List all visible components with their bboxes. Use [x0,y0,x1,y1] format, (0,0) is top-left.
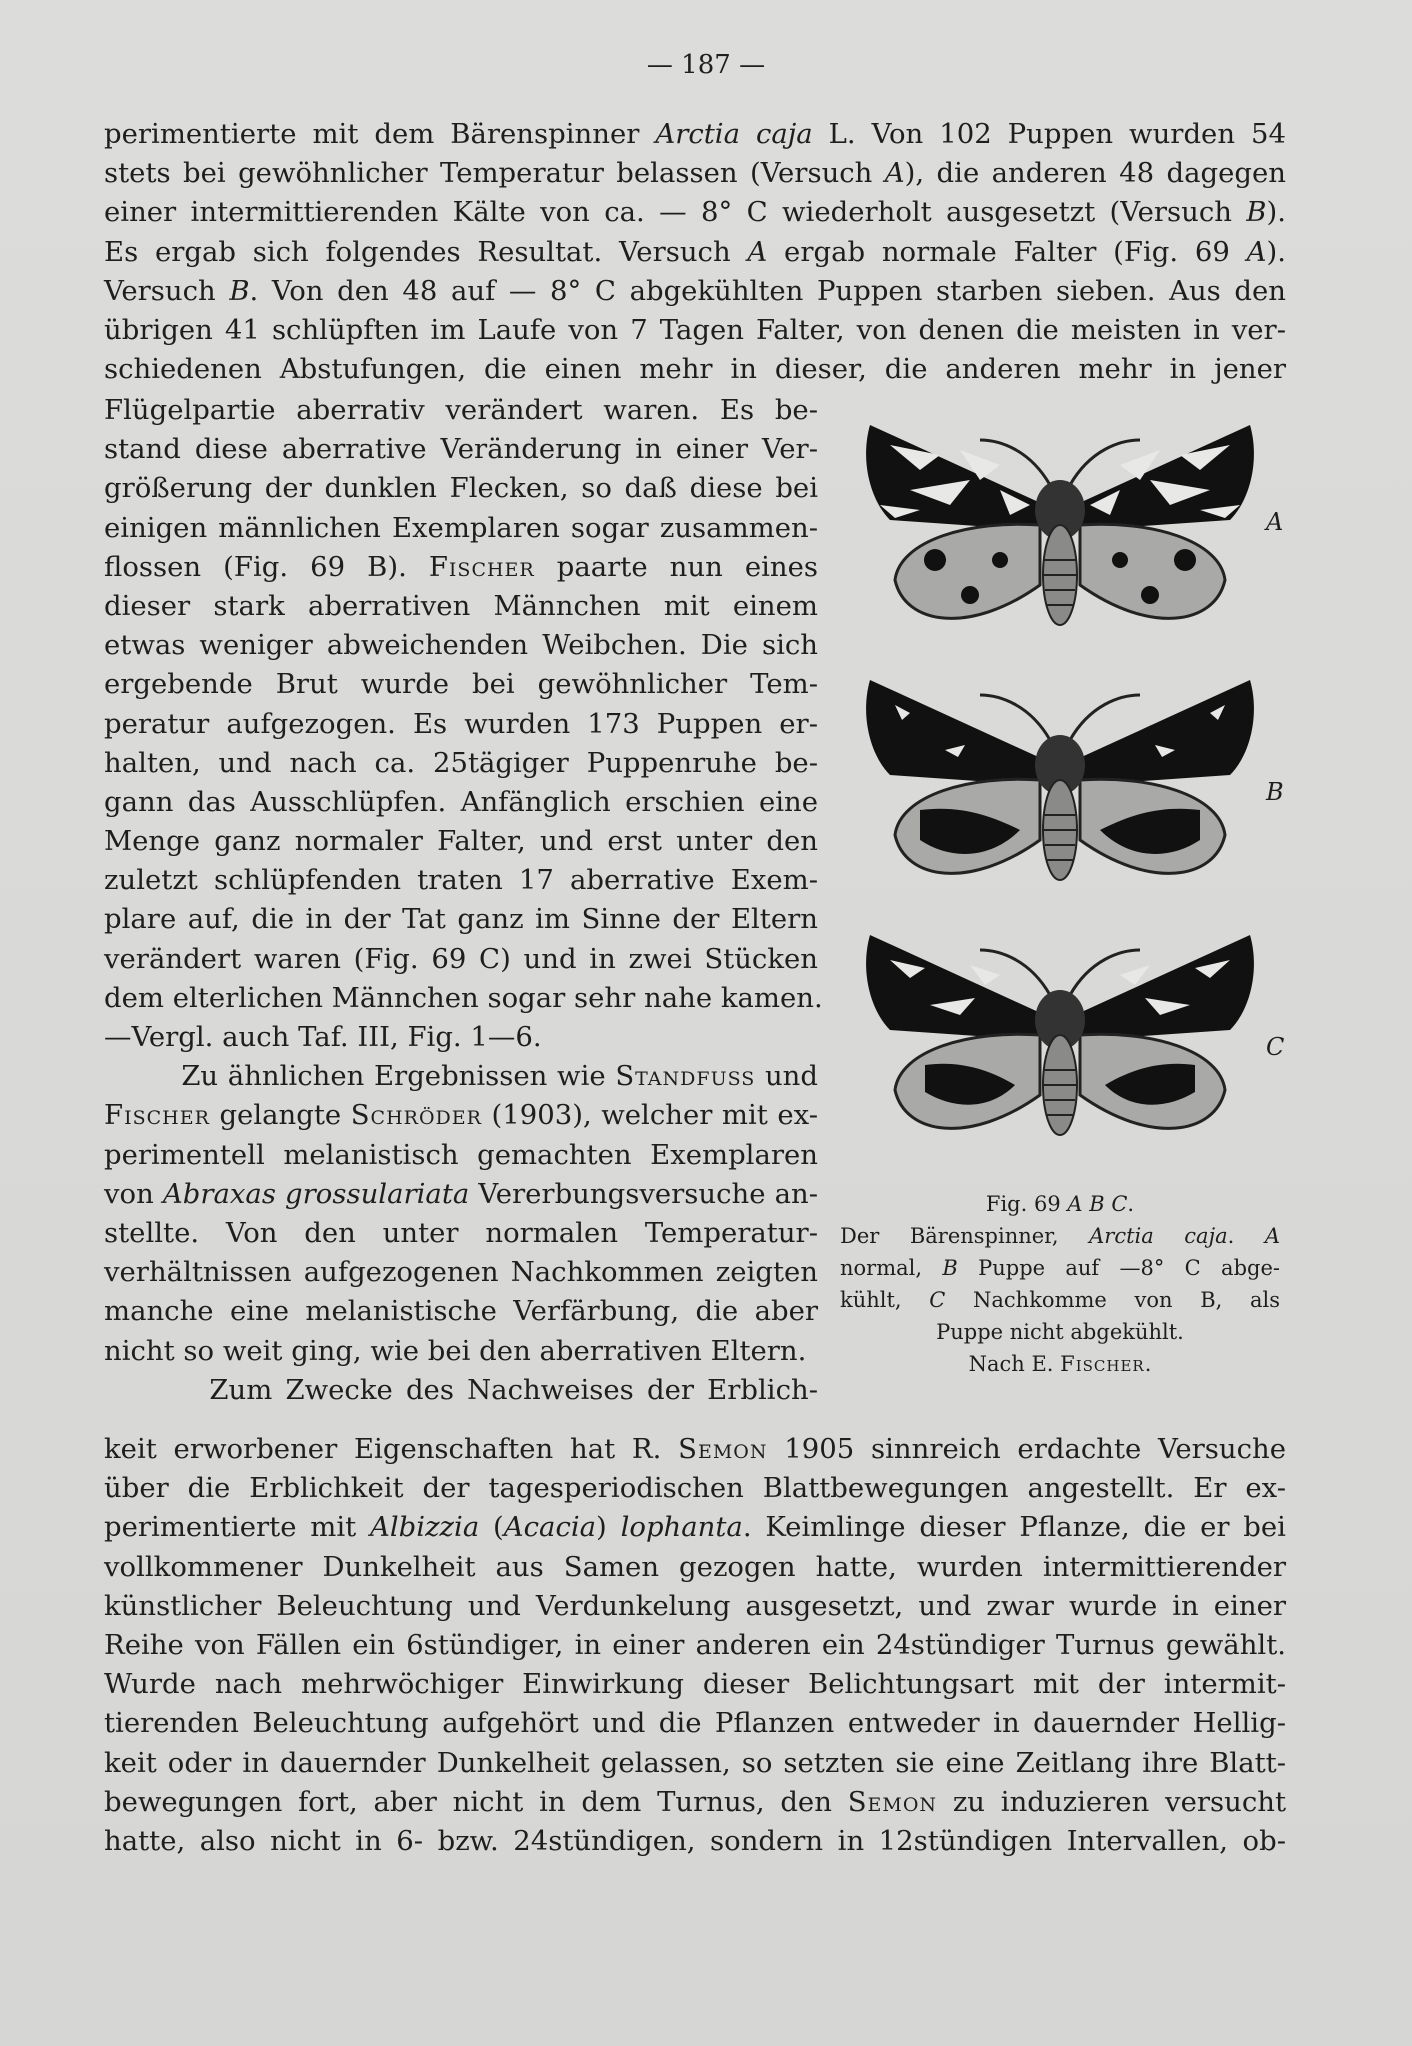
moth-figure [840,400,1296,1194]
caption-line: Der Bärenspinner, Arctia caja. A [840,1224,1280,1248]
page-number: — 187 — [646,50,766,80]
text-line: perimentierte mit dem Bärenspinner Arctia caja L. Von 102 Puppen wurden 54 [104,118,1287,150]
text-line: vollkommener Dunkelheit aus Samen gezogen hatte, wurden intermittierender [104,1550,1286,1583]
text-line: Reihe von Fällen ein 6stündiger, in einer anderen ein 24stündiger Turnus gewählt. [104,1628,1286,1661]
text-line: über die Erblichkeit der tagesperiodischen Blattbewegungen angestellt. Er ex- [104,1472,1286,1505]
text-line: Zu ähnlichen Ergebnissen wie Standfuss und [104,1060,818,1093]
text-line: gann das Ausschlüpfen. Anfänglich erschien eine [104,785,818,818]
text-line: verhältnissen aufgezogenen Nachkommen zeigten [104,1256,818,1289]
text-line: stets bei gewöhnlicher Temperatur belassen (Versuch A), die anderen 48 dagegen [104,157,1287,190]
text-line: dem elterlichen Männchen sogar sehr nahe kamen. [104,981,823,1014]
caption-line: Puppe nicht abgekühlt. [936,1320,1184,1344]
text-line: schiedenen Abstufungen, die einen mehr in dieser, die anderen mehr in jener [104,353,1286,386]
moth-illustration [840,400,1296,1190]
text-line: Flügelpartie aberrativ verändert waren. Es be- [104,394,818,426]
text-line: künstlicher Beleuchtung und Verdunkelung ausgesetzt, und zwar wurde in einer [104,1589,1286,1622]
moth-b [866,680,1254,880]
text-line: Menge ganz normaler Falter, und erst unter den [104,825,818,858]
text-line: halten, und nach ca. 25tägiger Puppenruhe be- [104,746,818,779]
moth-c [866,935,1254,1135]
text-line: Fischer gelangte Schröder (1903), welcher mit ex- [104,1099,818,1132]
text-line: tierenden Beleuchtung aufgehört und die Pflanzen entweder in dauernder Hellig- [104,1707,1286,1740]
text-line: verändert waren (Fig. 69 C) und in zwei Stücken [104,942,818,975]
text-line: perimentierte mit Albizzia (Acacia) lophanta. Keimlinge dieser Pflanze, die er bei [104,1511,1286,1544]
text-line: perimentell melanistisch gemachten Exemplaren [104,1138,818,1171]
caption-line: kühlt, C Nachkomme von B, als [840,1288,1280,1312]
caption-line: normal, B Puppe auf —8° C abge- [840,1256,1280,1280]
narrow-column-text [104,391,823,1410]
text-line: plare auf, die in der Tat ganz im Sinne der Eltern [104,903,818,936]
text-line: bewegungen fort, aber nicht in dem Turnus, den Semon zu induzieren versucht [104,1785,1286,1818]
text-line: hatte, also nicht in 6- bzw. 24stündigen, sondern in 12stündigen Intervallen, ob- [104,1824,1286,1857]
text-line: übrigen 41 schlüpften im Laufe von 7 Tagen Falter, von denen die meisten in ver- [104,313,1286,346]
text-line: —Vergl. auch Taf. III, Fig. 1—6. [104,1021,542,1053]
top-paragraph [104,115,1286,389]
text-line: einer intermittierenden Kälte von ca. — 8° C wiederholt ausgesetzt (Versuch B). [104,196,1286,229]
text-line: dieser stark aberrativen Männchen mit einem [104,589,818,622]
text-line: Wurde nach mehrwöchiger Einwirkung dieser Belichtungsart mit der intermit- [104,1668,1286,1701]
bottom-paragraph [104,1430,1286,1861]
figure-label-a: A [1266,508,1284,536]
moth-a [866,425,1254,625]
text-line: einigen männlichen Exemplaren sogar zusammen- [104,511,818,544]
text-line: keit erworbener Eigenschaften hat R. Semon 1905 sinnreich erdachte Versuche [104,1433,1287,1465]
text-line: ergebende Brut wurde bei gewöhnlicher Tem- [104,668,818,701]
text-line: flossen (Fig. 69 B). Fischer paarte nun eines [104,550,818,583]
figure-label-c: C [1266,1033,1285,1061]
text-line: stand diese aberrative Veränderung in einer Ver- [104,433,818,466]
text-line: von Abraxas grossulariata Vererbungsversuche an- [104,1177,818,1210]
text-line: nicht so weit ging, wie bei den aberrativen Eltern. [104,1334,807,1367]
text-line: peratur aufgezogen. Es wurden 173 Puppen er- [104,707,818,740]
caption-line: Fig. 69 A B C. [985,1192,1135,1216]
text-line: stellte. Von den unter normalen Temperatur- [104,1216,818,1249]
figure-label-b: B [1266,778,1284,806]
text-line: zuletzt schlüpfenden traten 17 aberrative Exem- [104,864,818,897]
text-line: Es ergab sich folgendes Resultat. Versuch A ergab normale Falter (Fig. 69 A). [104,235,1286,268]
text-line: Zum Zwecke des Nachweises der Erblich- [104,1373,818,1406]
figure-caption [840,1188,1280,1380]
text-line: größerung der dunklen Flecken, so daß diese bei [104,472,818,505]
text-line: etwas weniger abweichenden Weibchen. Die sich [104,629,818,662]
text-line: keit oder in dauernder Dunkelheit gelassen, so setzten sie eine Zeitlang ihre Blatt- [104,1746,1286,1779]
text-line: Versuch B. Von den 48 auf — 8° C abgekühlten Puppen starben sieben. Aus den [104,274,1287,307]
caption-line: Nach E. Fischer. [968,1352,1152,1376]
text-line: manche eine melanistische Verfärbung, die aber [104,1295,818,1328]
